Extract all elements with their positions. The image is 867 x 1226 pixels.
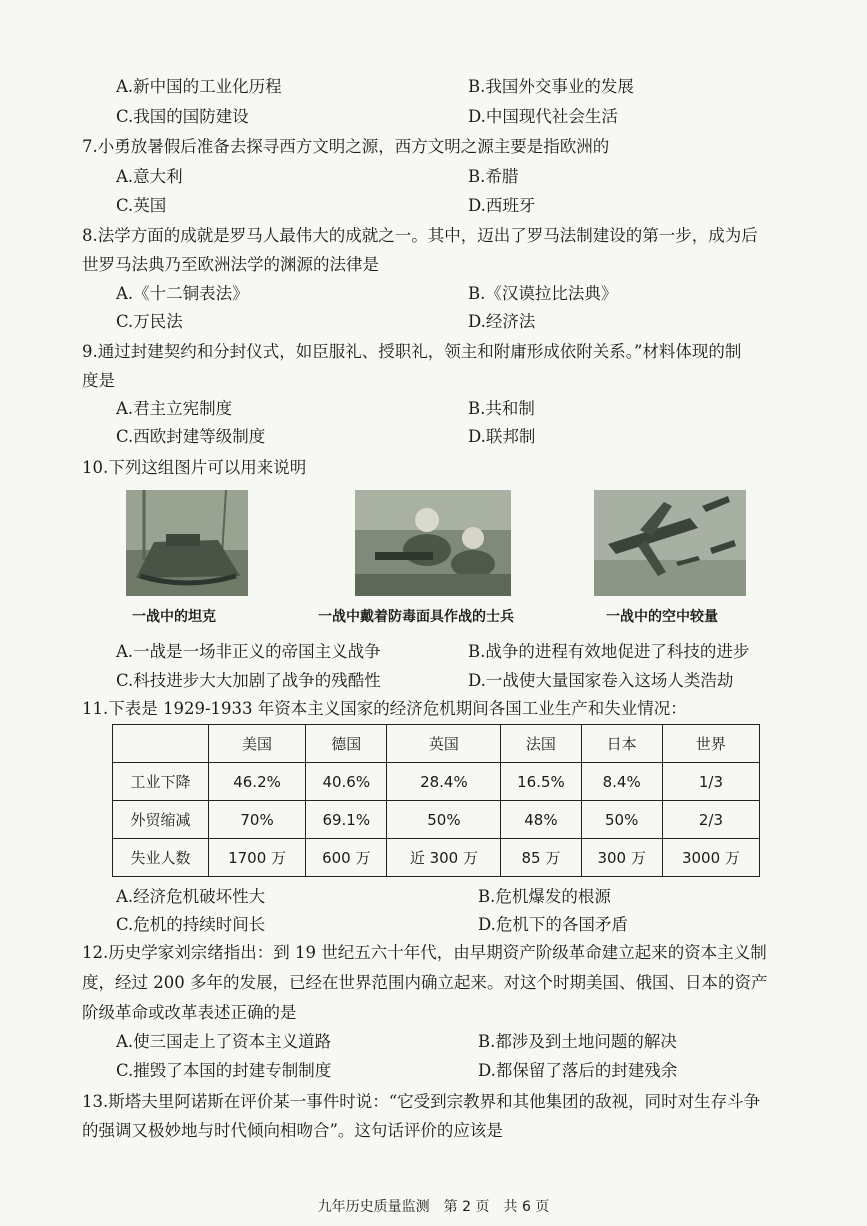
q10-option-d: D.一战使大量国家卷入这场人类浩劫 — [468, 671, 734, 690]
table-row — [113, 763, 760, 801]
table-cell: 600 万 — [306, 839, 387, 877]
table-cell: 近 300 万 — [387, 839, 501, 877]
air-combat-photo — [594, 490, 746, 596]
q13-stem-line-2: 的强调又极妙地与时代倾向相吻合”。这句话评价的应该是 — [82, 1121, 503, 1140]
q7-stem: 7.小勇放暑假后准备去探寻西方文明之源，西方文明之源主要是指欧洲的 — [82, 137, 610, 156]
q11-option-d: D.危机下的各国矛盾 — [478, 915, 628, 934]
table-cell: 28.4% — [387, 763, 501, 801]
q9-option-c: C.西欧封建等级制度 — [116, 427, 266, 446]
q7-option-a: A.意大利 — [116, 167, 183, 186]
table-header-cell: 日本 — [581, 725, 662, 763]
table-row — [113, 801, 760, 839]
table-cell: 40.6% — [306, 763, 387, 801]
q8-option-a: A.《十二铜表法》 — [116, 284, 249, 303]
q11-option-a: A.经济危机破坏性大 — [116, 887, 266, 906]
q8-stem-line-2: 世罗马法典乃至欧洲法学的渊源的法律是 — [82, 255, 379, 274]
q8-option-c: C.万民法 — [116, 312, 183, 331]
q10-option-a: A.一战是一场非正义的帝国主义战争 — [116, 642, 381, 661]
table-header-cell: 法国 — [501, 725, 581, 763]
q12-stem-line-1: 12.历史学家刘宗绪指出：到 19 世纪五六十年代，由早期资产阶级革命建立起来的资本主义制 — [82, 943, 767, 962]
q12-option-d: D.都保留了落后的封建残余 — [478, 1061, 678, 1080]
tank-photo — [126, 490, 248, 596]
table-header-cell: 英国 — [387, 725, 501, 763]
page-footer: 九年历史质量监测 第 2 页 共 6 页 — [317, 1199, 550, 1215]
q9-stem-line-2: 度是 — [82, 371, 115, 390]
q10-stem: 10.下列这组图片可以用来说明 — [82, 458, 307, 477]
q10-option-b: B.战争的进程有效地促进了科技的进步 — [468, 642, 750, 661]
q12-stem-line-2: 度，经过 200 多年的发展，已经在世界范围内确立起来。对这个时期美国、俄国、日本的资产 — [82, 973, 768, 992]
table-cell: 46.2% — [209, 763, 306, 801]
table-cell: 1/3 — [662, 763, 759, 801]
table-cell: 3000 万 — [662, 839, 759, 877]
q8-option-d: D.经济法 — [468, 312, 536, 331]
q6-option-b: B.我国外交事业的发展 — [468, 77, 634, 96]
table-cell: 69.1% — [306, 801, 387, 839]
economic-crisis-table — [112, 724, 760, 877]
gas-mask-soldiers-photo — [355, 490, 511, 596]
table-cell: 8.4% — [581, 763, 662, 801]
q9-option-a: A.君主立宪制度 — [116, 399, 233, 418]
table-cell: 300 万 — [581, 839, 662, 877]
q13-stem-line-1: 13.斯塔夫里阿诺斯在评价某一事件时说：“它受到宗教界和其他集团的敌视，同时对生存斗争 — [82, 1092, 761, 1111]
tank-caption: 一战中的坦克 — [132, 609, 216, 625]
q8-option-b: B.《汉谟拉比法典》 — [468, 284, 618, 303]
q7-option-d: D.西班牙 — [468, 196, 536, 215]
table-header-cell: 世界 — [662, 725, 759, 763]
q12-option-a: A.使三国走上了资本主义道路 — [116, 1032, 332, 1051]
table-row — [113, 839, 760, 877]
air-combat-caption: 一战中的空中较量 — [606, 609, 718, 625]
table-cell: 2/3 — [662, 801, 759, 839]
q6-option-d: D.中国现代社会生活 — [468, 107, 618, 126]
table-cell: 16.5% — [501, 763, 581, 801]
q6-option-a: A.新中国的工业化历程 — [116, 77, 282, 96]
q9-option-b: B.共和制 — [468, 399, 535, 418]
q12-option-b: B.都涉及到土地问题的解决 — [478, 1032, 677, 1051]
table-cell: 工业下降 — [113, 763, 209, 801]
q10-pictures — [0, 490, 867, 630]
q9-option-d: D.联邦制 — [468, 427, 536, 446]
table-cell: 85 万 — [501, 839, 581, 877]
q9-stem-line-1: 9.通过封建契约和分封仪式，如臣服礼、授职礼，领主和附庸形成依附关系。”材料体现的制 — [82, 342, 742, 361]
q6-option-c: C.我国的国防建设 — [116, 107, 249, 126]
gas-mask-caption: 一战中戴着防毒面具作战的士兵 — [318, 609, 514, 625]
q10-option-c: C.科技进步大大加剧了战争的残酷性 — [116, 671, 381, 690]
q7-option-b: B.希腊 — [468, 167, 519, 186]
q11-stem: 11.下表是 1929-1933 年资本主义国家的经济危机期间各国工业生产和失业情况： — [82, 699, 687, 718]
table-cell: 失业人数 — [113, 839, 209, 877]
table-cell: 1700 万 — [209, 839, 306, 877]
table-cell: 48% — [501, 801, 581, 839]
table-cell: 50% — [387, 801, 501, 839]
q12-option-c: C.摧毁了本国的封建专制制度 — [116, 1061, 332, 1080]
q8-stem-line-1: 8.法学方面的成就是罗马人最伟大的成就之一。其中，迈出了罗马法制建设的第一步，成为后 — [82, 226, 758, 245]
table-header-cell: 美国 — [209, 725, 306, 763]
table-header-cell — [113, 725, 209, 763]
table-header-cell: 德国 — [306, 725, 387, 763]
table-header-row — [113, 725, 760, 763]
q7-option-c: C.英国 — [116, 196, 167, 215]
q12-stem-line-3: 阶级革命或改革表述正确的是 — [82, 1003, 297, 1022]
table-cell: 70% — [209, 801, 306, 839]
table-cell: 外贸缩减 — [113, 801, 209, 839]
table-cell: 50% — [581, 801, 662, 839]
q11-option-c: C.危机的持续时间长 — [116, 915, 266, 934]
q11-option-b: B.危机爆发的根源 — [478, 887, 611, 906]
